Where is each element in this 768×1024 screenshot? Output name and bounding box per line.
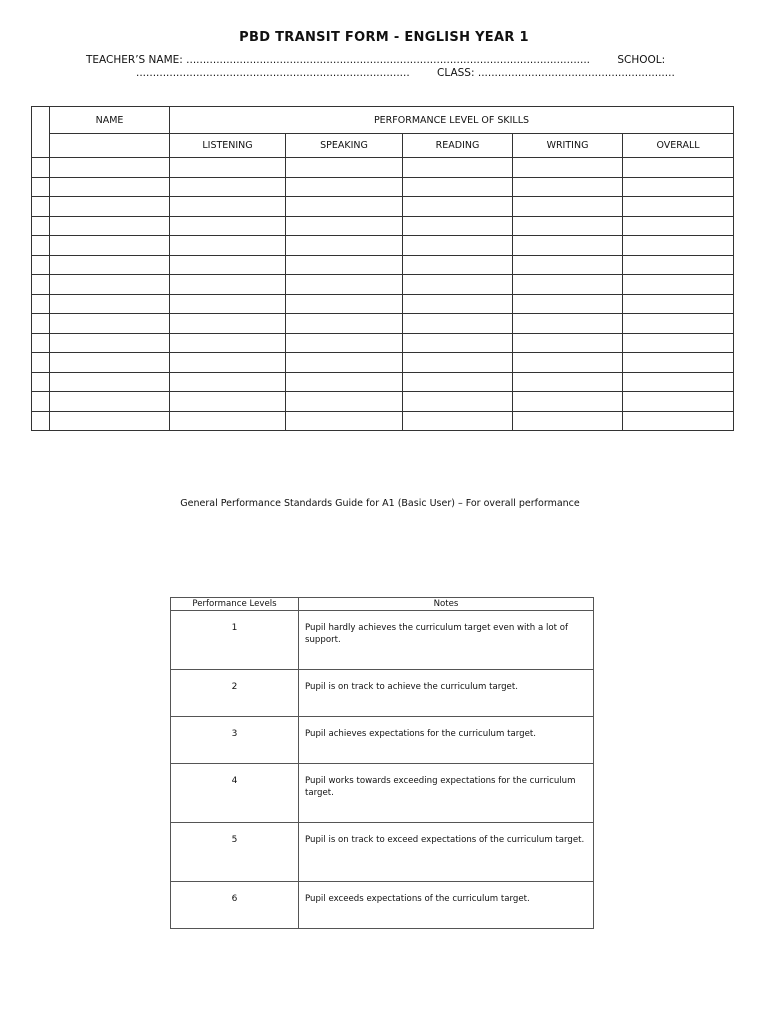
level-number: 6 — [171, 882, 299, 929]
speaking-cell[interactable] — [286, 236, 403, 256]
row-number-cell — [32, 197, 50, 217]
writing-cell[interactable] — [513, 372, 623, 392]
student-name-cell[interactable] — [50, 411, 170, 431]
listening-cell[interactable] — [170, 255, 286, 275]
student-row — [32, 275, 734, 295]
writing-cell[interactable] — [513, 392, 623, 412]
overall-cell[interactable] — [623, 255, 734, 275]
level-number: 5 — [171, 823, 299, 882]
form-body — [32, 158, 734, 431]
level-row — [171, 717, 594, 764]
reading-cell[interactable] — [403, 255, 513, 275]
school-label: SCHOOL: — [617, 54, 666, 66]
row-number-cell — [32, 255, 50, 275]
speaking-cell[interactable] — [286, 294, 403, 314]
row-number-cell — [32, 411, 50, 431]
overall-cell[interactable] — [623, 314, 734, 334]
overall-cell[interactable] — [623, 411, 734, 431]
listening-cell[interactable] — [170, 392, 286, 412]
speaking-cell[interactable] — [286, 372, 403, 392]
row-number-cell — [32, 236, 50, 256]
student-row — [32, 294, 734, 314]
overall-cell[interactable] — [623, 158, 734, 178]
transit-form-table — [31, 106, 734, 431]
level-row — [171, 611, 594, 670]
level-row — [171, 764, 594, 823]
student-name-cell[interactable] — [50, 392, 170, 412]
listening-cell[interactable] — [170, 275, 286, 295]
student-name-cell[interactable] — [50, 314, 170, 334]
listening-cell[interactable] — [170, 333, 286, 353]
overall-cell[interactable] — [623, 275, 734, 295]
listening-cell[interactable] — [170, 353, 286, 373]
student-row — [32, 177, 734, 197]
speaking-cell[interactable] — [286, 255, 403, 275]
level-row — [171, 882, 594, 929]
student-name-cell[interactable] — [50, 333, 170, 353]
school-field[interactable]: .................................................................................. — [136, 67, 410, 79]
student-name-cell[interactable] — [50, 216, 170, 236]
writing-cell[interactable] — [513, 177, 623, 197]
overall-header: OVERALL — [623, 134, 734, 158]
row-number-cell — [32, 314, 50, 334]
writing-cell[interactable] — [513, 314, 623, 334]
number-column-header — [32, 107, 50, 158]
level-note: Pupil works towards exceeding expectations for the curriculum target. — [299, 764, 594, 823]
student-name-cell[interactable] — [50, 255, 170, 275]
reading-cell[interactable] — [403, 411, 513, 431]
overall-cell[interactable] — [623, 392, 734, 412]
reading-cell[interactable] — [403, 314, 513, 334]
speaking-header: SPEAKING — [286, 134, 403, 158]
name-subheader-cell — [50, 134, 170, 158]
student-name-cell[interactable] — [50, 177, 170, 197]
overall-cell[interactable] — [623, 372, 734, 392]
reading-cell[interactable] — [403, 197, 513, 217]
performance-levels-table — [170, 597, 594, 929]
overall-cell[interactable] — [623, 197, 734, 217]
student-name-cell[interactable] — [50, 158, 170, 178]
level-note: Pupil is on track to exceed expectations of the curriculum target. — [299, 823, 594, 882]
level-note: Pupil is on track to achieve the curriculum target. — [299, 670, 594, 717]
speaking-cell[interactable] — [286, 314, 403, 334]
reading-cell[interactable] — [403, 333, 513, 353]
writing-cell[interactable] — [513, 294, 623, 314]
levels-header: Performance Levels — [171, 598, 299, 611]
student-name-cell[interactable] — [50, 236, 170, 256]
overall-cell[interactable] — [623, 333, 734, 353]
speaking-cell[interactable] — [286, 333, 403, 353]
writing-header: WRITING — [513, 134, 623, 158]
reading-cell[interactable] — [403, 177, 513, 197]
class-field[interactable]: ........................................................... — [477, 67, 675, 79]
level-number: 2 — [171, 670, 299, 717]
overall-cell[interactable] — [623, 294, 734, 314]
level-note: Pupil hardly achieves the curriculum target even with a lot of support. — [299, 611, 594, 670]
teacher-school-line — [86, 54, 665, 66]
student-row — [32, 255, 734, 275]
student-row — [32, 392, 734, 412]
writing-cell[interactable] — [513, 333, 623, 353]
listening-cell[interactable] — [170, 314, 286, 334]
row-number-cell — [32, 372, 50, 392]
writing-cell[interactable] — [513, 411, 623, 431]
overall-cell[interactable] — [623, 216, 734, 236]
row-number-cell — [32, 216, 50, 236]
student-row — [32, 158, 734, 178]
student-row — [32, 411, 734, 431]
speaking-cell[interactable] — [286, 158, 403, 178]
level-number: 4 — [171, 764, 299, 823]
speaking-cell[interactable] — [286, 177, 403, 197]
overall-cell[interactable] — [623, 177, 734, 197]
level-row — [171, 670, 594, 717]
guide-title: General Performance Standards Guide for A1 (Basic User) – For overall performance — [180, 498, 580, 509]
student-row — [32, 197, 734, 217]
reading-cell[interactable] — [403, 392, 513, 412]
reading-cell[interactable] — [403, 216, 513, 236]
row-number-cell — [32, 333, 50, 353]
writing-cell[interactable] — [513, 236, 623, 256]
speaking-cell[interactable] — [286, 353, 403, 373]
speaking-cell[interactable] — [286, 216, 403, 236]
student-name-cell[interactable] — [50, 197, 170, 217]
student-name-cell[interactable] — [50, 294, 170, 314]
teacher-name-label: TEACHER’S NAME: — [86, 54, 183, 66]
student-name-cell[interactable] — [50, 372, 170, 392]
writing-cell[interactable] — [513, 216, 623, 236]
listening-cell[interactable] — [170, 236, 286, 256]
level-number: 1 — [171, 611, 299, 670]
listening-cell[interactable] — [170, 216, 286, 236]
student-row — [32, 216, 734, 236]
name-column-header: NAME — [50, 107, 170, 134]
listening-cell[interactable] — [170, 177, 286, 197]
reading-cell[interactable] — [403, 275, 513, 295]
row-number-cell — [32, 158, 50, 178]
row-number-cell — [32, 294, 50, 314]
row-number-cell — [32, 353, 50, 373]
row-number-cell — [32, 275, 50, 295]
writing-cell[interactable] — [513, 353, 623, 373]
writing-cell[interactable] — [513, 158, 623, 178]
teacher-name-field[interactable]: ......................................................................................................................... — [186, 54, 591, 66]
student-row — [32, 353, 734, 373]
student-name-cell[interactable] — [50, 275, 170, 295]
row-number-cell — [32, 177, 50, 197]
level-number: 3 — [171, 717, 299, 764]
listening-cell[interactable] — [170, 372, 286, 392]
listening-cell[interactable] — [170, 411, 286, 431]
student-row — [32, 333, 734, 353]
reading-cell[interactable] — [403, 158, 513, 178]
student-row — [32, 372, 734, 392]
level-note: Pupil exceeds expectations of the curriculum target. — [299, 882, 594, 929]
listening-cell[interactable] — [170, 197, 286, 217]
listening-cell[interactable] — [170, 158, 286, 178]
student-row — [32, 314, 734, 334]
performance-group-header: PERFORMANCE LEVEL OF SKILLS — [170, 107, 734, 134]
notes-header: Notes — [299, 598, 594, 611]
student-row — [32, 236, 734, 256]
overall-cell[interactable] — [623, 236, 734, 256]
writing-cell[interactable] — [513, 275, 623, 295]
level-row — [171, 823, 594, 882]
listening-header: LISTENING — [170, 134, 286, 158]
reading-cell[interactable] — [403, 236, 513, 256]
level-note: Pupil achieves expectations for the curriculum target. — [299, 717, 594, 764]
reading-cell[interactable] — [403, 353, 513, 373]
class-label: CLASS: — [437, 67, 475, 79]
reading-cell[interactable] — [403, 372, 513, 392]
writing-cell[interactable] — [513, 255, 623, 275]
row-number-cell — [32, 392, 50, 412]
reading-cell[interactable] — [403, 294, 513, 314]
school-class-line — [136, 67, 675, 79]
reading-header: READING — [403, 134, 513, 158]
student-name-cell[interactable] — [50, 353, 170, 373]
speaking-cell[interactable] — [286, 411, 403, 431]
speaking-cell[interactable] — [286, 197, 403, 217]
speaking-cell[interactable] — [286, 275, 403, 295]
speaking-cell[interactable] — [286, 392, 403, 412]
writing-cell[interactable] — [513, 197, 623, 217]
overall-cell[interactable] — [623, 353, 734, 373]
listening-cell[interactable] — [170, 294, 286, 314]
form-title: PBD TRANSIT FORM - ENGLISH YEAR 1 — [239, 30, 529, 45]
